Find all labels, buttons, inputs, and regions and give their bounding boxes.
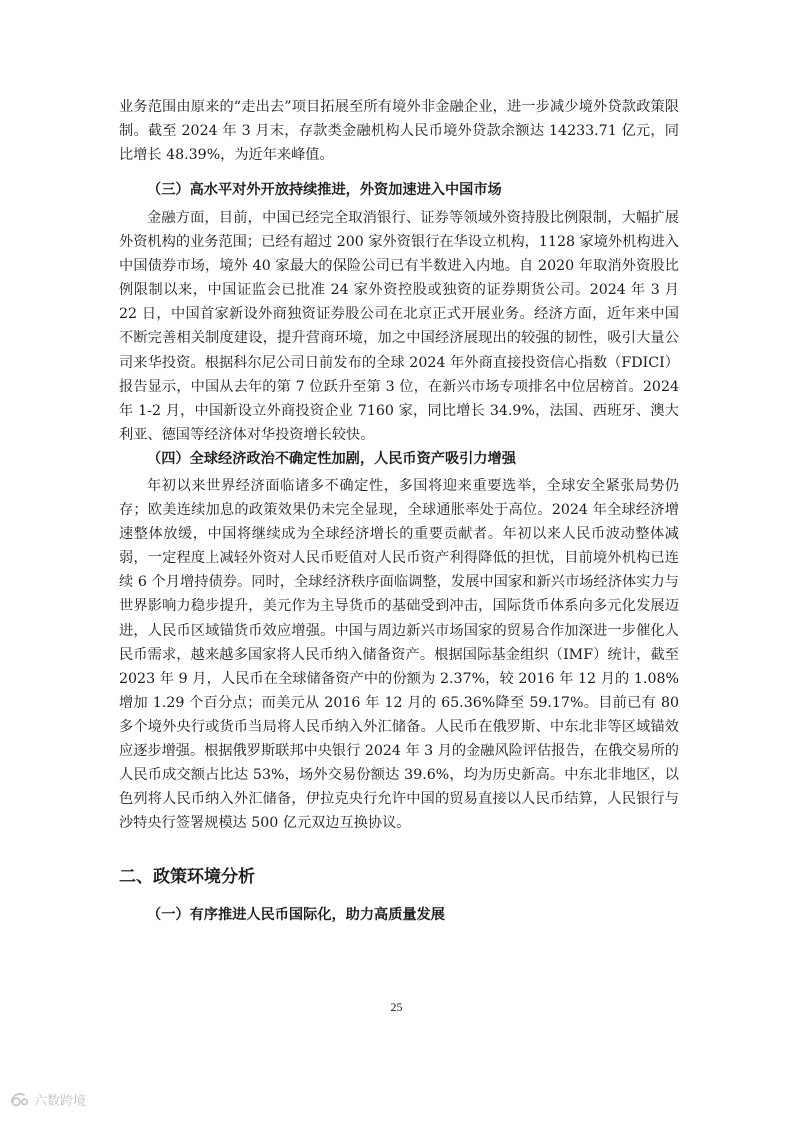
watermark [8, 1088, 86, 1110]
brand-logo-icon [8, 1088, 30, 1110]
watermark-text: 六数跨境 [34, 1093, 87, 1109]
heading-opening-up: （三）高水平对外开放持续推进，外资加速进入中国市场 [147, 182, 502, 198]
paragraph-foreign-capital: 金融方面，目前，中国已经完全取消银行、证券等领域外资持股比例限制，大幅扩展外资机构的业务范围；已经有超过 200 家外资银行在华设立机构，1128 家境外机构进入中国债券市场，境外 40 家最大的保险公司已有半数进入内地。自 2020 年取消外资股比例限制以来，中国证监会已批准 24 家外资控股或独资的证券期货公司。2024 年 3 月 22 日，中国首家新设外商独资证券股公司在北京正式开展业务。经济方面，近年来中国不断完善相关制度建设，提升营商环境，加之中国经济展现出的较强的韧性，吸引大量公司来华投资。根据科尔尼公司日前发布的全球 2024 年外商直接投资信心指数（FDICI）报告显示，中国从去年的第 7 位跃升至第 3 位，在新兴市场专项排名中位居榜首。2024 年 1-2 月，中国新设立外商投资企业 7160 家，同比增长 34.9%，法国、西班牙、澳大利亚、德国等经济体对华投资增长较快。 [119, 210, 679, 443]
heading-rmb-internationalization: （一）有序推进人民币国际化，助力高质量发展 [147, 907, 445, 923]
paragraph-offshore-loans: 业务范围由原来的“走出去”项目拓展至所有境外非金融企业，进一步减少境外贷款政策限制。截至 2024 年 3 月末，存款类金融机构人民币境外贷款余额达 14233.71 亿元，同比增长 48.39%，为近年来峰值。 [119, 99, 679, 164]
heading-policy-environment: 二、政策环境分析 [119, 867, 255, 887]
page-number: 25 [390, 1000, 403, 1014]
heading-global-uncertainty: （四）全球经济政治不确定性加剧，人民币资产吸引力增强 [147, 451, 516, 467]
paragraph-rmb-attractiveness: 年初以来世界经济面临诸多不确定性，多国将迎来重要选举，全球安全紧张局势仍存；欧美连续加息的政策效果仍未完全显现，全球通胀率处于高位。2024 年全球经济增速整体放缓，中国将继续成为全球经济增长的重要贡献者。年初以来人民币波动整体减弱，一定程度上减轻外资对人民币贬值对人民币资产利得降低的担忧，目前境外机构已连续 6 个月增持债券。同时，全球经济秩序面临调整，发展中国家和新兴市场经济体实力与世界影响力稳步提升，美元作为主导货币的基础受到冲击，国际货币体系向多元化发展迈进，人民币区域锚货币效应增强。中国与周边新兴市场国家的贸易合作加深进一步催化人民币需求，越来越多国家将人民币纳入储备资产。根据国际基金组织（IMF）统计，截至 2023 年 9 月，人民币在全球储备资产中的份额为 2.37%，较 2016 年 12 月的 1.08%增加 1.29 个百分点；而美元从 2016 年 12 月的 65.36%降至 59.17%。目前已有 80 多个境外央行或货币当局将人民币纳入外汇储备。人民币在俄罗斯、中东北非等区域锚效应逐步增强。根据俄罗斯联邦中央银行 2024 年 3 月的金融风险评估报告，在俄交易所的人民币成交额占比达 53%，场外交易份额达 39.6%，均为历史新高。中东北非地区，以色列将人民币纳入外汇储备，伊拉克央行允许中国的贸易直接以人民币结算，人民银行与沙特央行签署规模达 500 亿元双边互换协议。 [119, 478, 679, 832]
